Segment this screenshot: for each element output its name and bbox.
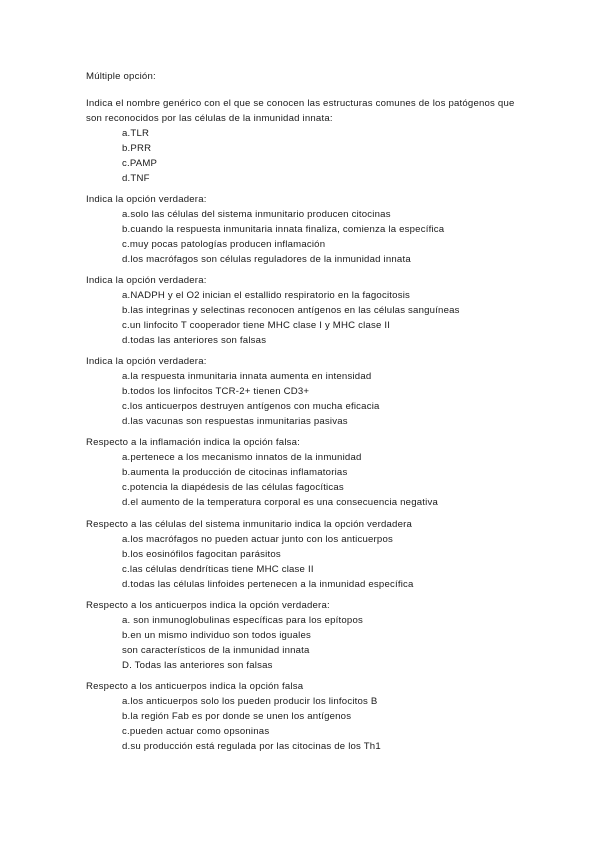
- question-8: [86, 679, 381, 754]
- option-d: d.TNF: [122, 173, 150, 184]
- option-a: a.pertenece a los mecanismo innatos de la inmunidad: [122, 452, 362, 463]
- option-d: d.el aumento de la temperatura corporal es una consecuencia negativa: [122, 497, 438, 508]
- option-c: c.las células dendríticas tiene MHC clase II: [122, 564, 314, 575]
- option-b: b.en un mismo individuo son todos iguales: [122, 630, 311, 641]
- option-b: b.la región Fab es por donde se unen los antígenos: [122, 711, 352, 722]
- option-c: c.PAMP: [122, 158, 158, 169]
- option-c: c.pueden actuar como opsoninas: [122, 726, 270, 737]
- question-text: Respecto a los anticuerpos indica la opción verdadera:: [86, 600, 330, 611]
- option-a: a. son inmunoglobulinas específicas para los epítopos: [122, 615, 363, 626]
- option-d: D. Todas las anteriores son falsas: [122, 660, 273, 671]
- question-6: [86, 517, 414, 592]
- option-d: d.todas las anteriores son falsas: [122, 335, 267, 346]
- question-text: Indica la opción verdadera:: [86, 356, 207, 367]
- option-b: b.las integrinas y selectinas reconocen antígenos en las células sanguíneas: [122, 305, 460, 316]
- question-7: [86, 598, 363, 673]
- option-a: a.la respuesta inmunitaria innata aumenta en intensidad: [122, 371, 372, 382]
- option-b: b.todos los linfocitos TCR-2+ tienen CD3+: [122, 386, 310, 397]
- question-4: [86, 354, 380, 429]
- option-b: b.los eosinófilos fagocitan parásitos: [122, 549, 281, 560]
- option-list: [122, 694, 381, 754]
- option-list: [122, 126, 526, 186]
- option-list: [122, 369, 380, 429]
- question-text: Respecto a las células del sistema inmunitario indica la opción verdadera: [86, 519, 413, 530]
- option-d: d.los macrófagos son células reguladores de la inmunidad innata: [122, 254, 411, 265]
- option-list: [122, 613, 363, 673]
- option-d: d.su producción está regulada por las citocinas de los Th1: [122, 741, 381, 752]
- option-list: [122, 450, 438, 510]
- option-b: b.aumenta la producción de citocinas inflamatorias: [122, 467, 348, 478]
- option-list: [122, 288, 460, 348]
- option-a: a.los macrófagos no pueden actuar junto con los anticuerpos: [122, 534, 393, 545]
- question-2: [86, 192, 444, 267]
- question-1: [86, 96, 526, 186]
- option-c: c.los anticuerpos destruyen antígenos con mucha eficacia: [122, 401, 380, 412]
- option-a: a.TLR: [122, 128, 150, 139]
- option-b: b.cuando la respuesta inmunitaria innata finaliza, comienza la específica: [122, 224, 445, 235]
- section-heading: Múltiple opción:: [86, 71, 156, 82]
- option-a: a.NADPH y el O2 inician el estallido respiratorio en la fagocitosis: [122, 290, 411, 301]
- option-list: [122, 207, 444, 267]
- option-b: b.PRR: [122, 143, 152, 154]
- question-text: Indica la opción verdadera:: [86, 194, 207, 205]
- question-text: Indica la opción verdadera:: [86, 275, 207, 286]
- question-text: Indica el nombre genérico con el que se conocen las estructuras comunes de los patógenos que son reconocidos por las células de la inmunidad innata:: [86, 98, 515, 124]
- question-3: [86, 273, 460, 348]
- option-c: c.un linfocito T cooperador tiene MHC clase I y MHC clase II: [122, 320, 391, 331]
- option-c: c.muy pocas patologías producen inflamación: [122, 239, 326, 250]
- option-d: d.las vacunas son respuestas inmunitarias pasivas: [122, 416, 348, 427]
- option-list: [122, 532, 414, 592]
- option-a: a.los anticuerpos solo los pueden producir los linfocitos B: [122, 696, 378, 707]
- question-text: Respecto a la inflamación indica la opción falsa:: [86, 437, 301, 448]
- question-5: [86, 435, 438, 510]
- question-text: Respecto a los anticuerpos indica la opción falsa: [86, 681, 304, 692]
- option-c: c.potencia la diapédesis de las células fagocíticas: [122, 482, 344, 493]
- option-a: a.solo las células del sistema inmunitario producen citocinas: [122, 209, 391, 220]
- option-c: son característicos de la inmunidad innata: [122, 645, 310, 656]
- option-d: d.todas las células linfoides pertenecen a la inmunidad específica: [122, 579, 414, 590]
